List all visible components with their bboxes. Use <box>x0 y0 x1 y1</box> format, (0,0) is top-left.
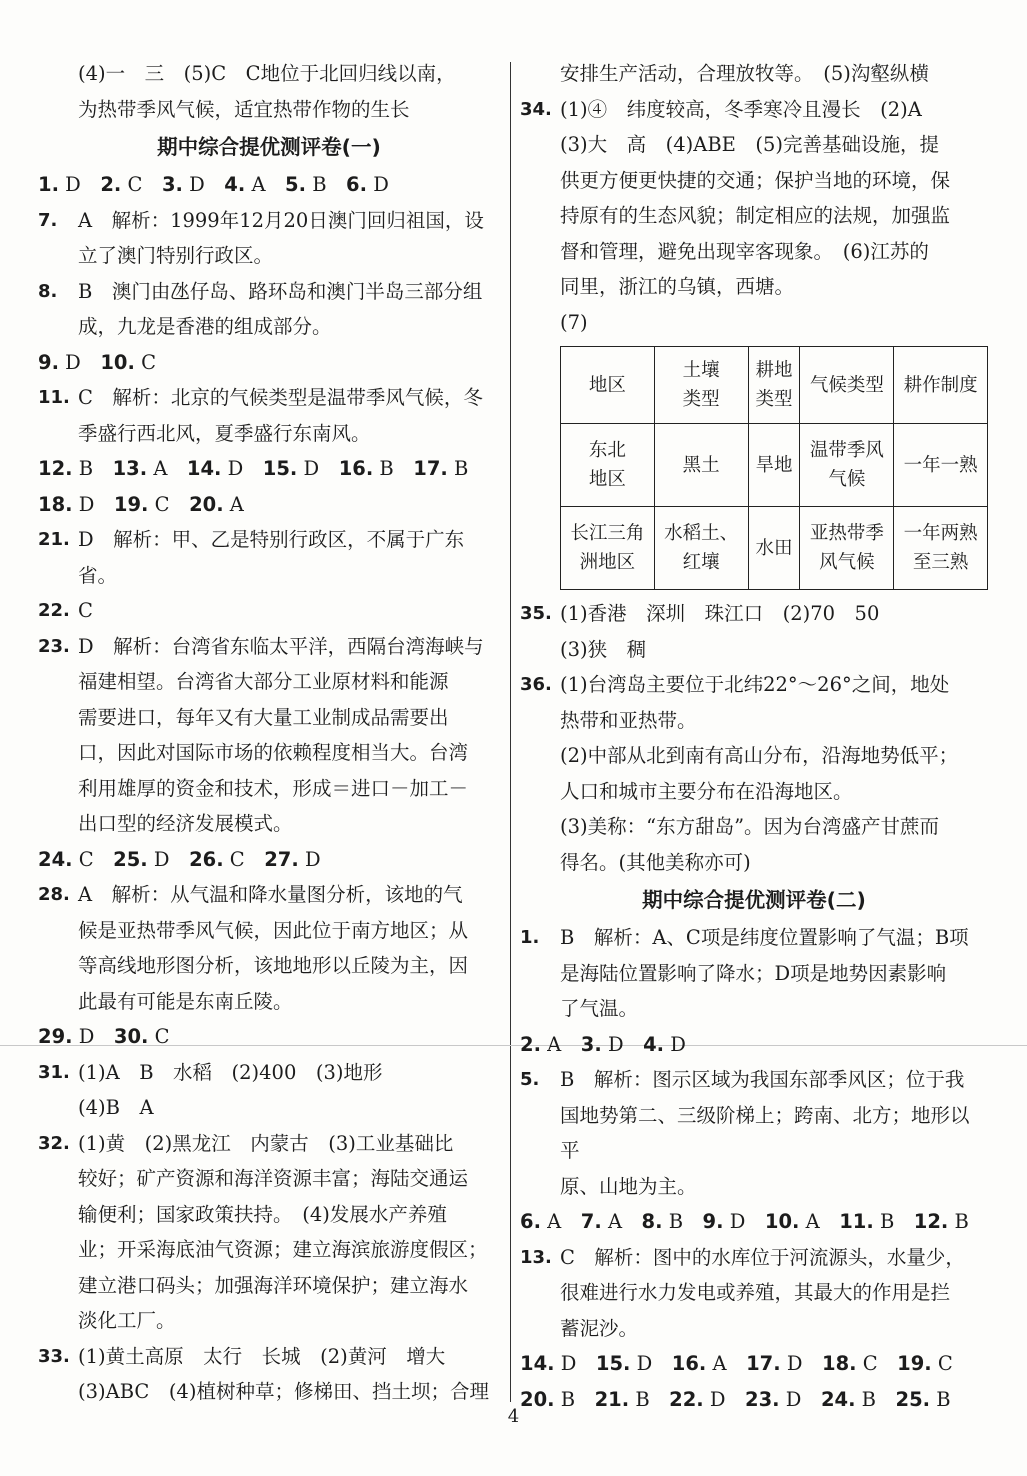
answer-line: (1)香港 深圳 珠江口 (2)70 50 <box>560 602 880 625</box>
table-cell: 一年两熟 至三熟 <box>894 507 988 590</box>
answer-choice: D <box>72 492 114 516</box>
right-column <box>520 56 988 1417</box>
question-number: 24. <box>820 1387 856 1411</box>
answer-choice: A <box>147 457 187 480</box>
answer-choice: B <box>662 1210 703 1233</box>
answer-line: 较好；矿产资源和海洋资源丰富；海陆交通运 <box>78 1167 469 1190</box>
answer-line: C 解析：图中的水库位于河流源头，水量少， <box>560 1245 965 1269</box>
question-number: 30. <box>113 1025 149 1048</box>
answer-row <box>38 487 500 523</box>
answer-item <box>38 1339 500 1410</box>
continued-line: 安排生产活动，合理放牧等。 (5)沟壑纵横 <box>560 62 929 85</box>
answer-line: C 解析：北京的气候类型是温带季风气候，冬 <box>78 386 483 409</box>
answer-choice: B <box>873 1210 914 1233</box>
answer-choice: B <box>948 1210 969 1233</box>
answer-line: (3)大 高 (4)ABE (5)完善基础设施，提 <box>560 133 940 156</box>
table-cell: 水田 <box>748 507 800 590</box>
answer-row <box>520 1204 988 1240</box>
table-cell: 东北 地区 <box>561 424 655 507</box>
table-cell: 亚热带季 风气候 <box>800 507 894 590</box>
answer-line: 得名。(其他美称亦可) <box>560 850 751 874</box>
table-header-cell: 地区 <box>561 347 655 424</box>
answer-row <box>38 1019 500 1055</box>
question-number: 14. <box>520 1352 555 1375</box>
question-number: 23. <box>38 635 70 657</box>
answer-item <box>520 920 988 1027</box>
question-number: 24. <box>38 847 73 871</box>
question-number: 10. <box>100 350 135 374</box>
question-number: 5. <box>285 173 307 196</box>
answer-line: (1)A B 水稻 (2)400 (3)地形 <box>78 1060 383 1084</box>
answer-choice: D <box>664 1032 686 1056</box>
question-number: 15. <box>595 1352 631 1375</box>
answer-line: 福建相望。台湾省大部分工业原材料和能源 <box>78 670 449 693</box>
answer-choice: D <box>723 1210 765 1233</box>
answer-line: D 解析：甲、乙是特别行政区，不属于广东省。 <box>78 528 465 587</box>
answer-line: 出口型的经济发展模式。 <box>78 812 293 835</box>
question-number: 19. <box>897 1352 932 1375</box>
answer-choice: D <box>298 847 321 871</box>
answer-choice: B <box>930 1387 951 1411</box>
question-number: 34. <box>520 98 552 120</box>
answer-choice: D <box>630 1352 672 1375</box>
question-number: 21. <box>594 1387 630 1411</box>
answer-choice: B <box>855 1387 896 1411</box>
answer-line: 需要进口，每年又有大量工业制成品需要出 <box>78 705 449 729</box>
answer-line: (1)黄 (2)黑龙江 内蒙古 (3)工业基础比 <box>78 1131 454 1155</box>
answer-line: 供更方便更快捷的交通；保护当地的环境，保 <box>560 168 951 192</box>
answer-item <box>38 1055 500 1126</box>
answer-choice: B <box>373 457 414 480</box>
answer-choice: D <box>554 1352 596 1375</box>
table-row <box>561 507 988 590</box>
question-number: 7. <box>38 209 58 231</box>
question-number: 2. <box>100 173 122 196</box>
question-number: 11. <box>38 387 70 408</box>
question-number: 10. <box>764 1210 800 1233</box>
answer-choice: D <box>221 457 263 480</box>
table-cell: 旱地 <box>748 424 800 507</box>
answer-row <box>38 345 500 381</box>
question-number: 1. <box>520 927 540 948</box>
answer-line: 输便利；国家政策扶持。 (4)发展水产养殖 <box>78 1202 447 1226</box>
answer-line: 此最有可能是东南丘陵。 <box>78 989 293 1013</box>
question-number: 12. <box>38 457 73 480</box>
answer-line: 同里，浙江的乌镇，西塘。 <box>560 275 795 298</box>
answer-choice: B <box>554 1387 595 1411</box>
answer-line: (3)狭 稠 <box>560 637 647 661</box>
question-number: 33. <box>38 1345 70 1367</box>
question-number: 13. <box>112 457 148 480</box>
answer-line: 立了澳门特别行政区。 <box>78 244 274 267</box>
answer-choice: A <box>223 492 244 516</box>
answer-choice: C <box>134 350 156 374</box>
table-header-row <box>561 347 988 424</box>
answer-choice: B <box>447 457 469 480</box>
answer-item <box>38 203 500 274</box>
question-number: 35. <box>520 603 552 624</box>
question-number: 4. <box>224 173 246 196</box>
agriculture-table <box>560 346 988 590</box>
answer-line: 等高线地形图分析，该地地形以丘陵为主，因 <box>78 954 469 977</box>
answer-item <box>520 1240 988 1347</box>
question-number: 27. <box>264 847 299 871</box>
answer-choice: C <box>72 847 114 871</box>
question-number: 29. <box>38 1025 73 1048</box>
question-number: 14. <box>186 457 222 480</box>
question-number: 1. <box>38 173 59 196</box>
question-number: 31. <box>38 1061 70 1083</box>
answer-choice: D <box>601 1032 644 1056</box>
answer-line: (3)美称：“东方甜岛”。因为台湾盛产甘蔗而 <box>560 815 940 838</box>
table-cell: 一年一熟 <box>894 424 988 507</box>
answer-line: (1)黄土高原 太行 长城 (2)黄河 增大 <box>78 1344 446 1368</box>
question-number: 16. <box>671 1352 707 1375</box>
answer-choice: B <box>629 1387 670 1411</box>
answer-line: 淡化工厂。 <box>78 1309 176 1332</box>
answer-choice: D <box>58 350 101 374</box>
answer-choice: C <box>121 173 162 196</box>
question-number: 5. <box>520 1069 540 1090</box>
table-row <box>561 424 988 507</box>
column-divider <box>510 62 511 1402</box>
answer-choice: D <box>780 1352 822 1375</box>
answer-line: A 解析：1999年12月20日澳门回归祖国，设 <box>78 208 484 232</box>
answer-row <box>520 1346 988 1382</box>
answer-line: 督和管理，避免出现宰客现象。 (6)江苏的 <box>560 239 929 263</box>
table-header-cell: 气候类型 <box>800 347 894 424</box>
answer-row <box>38 842 500 878</box>
question-number: 2. <box>520 1032 541 1056</box>
page-number: 4 <box>507 1406 520 1427</box>
answer-choice: C <box>148 1025 170 1048</box>
answer-choice: A <box>706 1352 747 1375</box>
answer-choice: D <box>367 173 389 196</box>
answer-choice: A <box>540 1210 581 1233</box>
intro-line: 为热带季风气候，适宜热带作物的生长 <box>78 97 410 121</box>
answer-row <box>38 167 500 203</box>
table-header-cell: 土壤 类型 <box>654 347 748 424</box>
answer-line: 候是亚热带季风气候，因此位于南方地区；从 <box>78 918 469 942</box>
table-header-cell: 耕作制度 <box>894 347 988 424</box>
question-number: 21. <box>38 529 70 550</box>
question-number: 28. <box>38 884 70 905</box>
question-number: 7. <box>580 1210 602 1233</box>
answer-line: 成，九龙是香港的组成部分。 <box>78 315 332 338</box>
question-number: 22. <box>669 1387 704 1411</box>
answer-item <box>520 596 988 667</box>
question-number: 22. <box>38 600 70 621</box>
answer-item <box>38 522 500 593</box>
answer-row <box>38 451 500 487</box>
answer-choice: A <box>245 173 286 196</box>
question-number: 17. <box>413 457 448 480</box>
answer-line: 了气温。 <box>560 997 639 1020</box>
answer-choice: D <box>703 1387 746 1411</box>
question-number: 4. <box>643 1032 665 1056</box>
answer-item <box>520 667 988 880</box>
answer-item <box>520 1062 988 1204</box>
answer-line: (7) <box>560 310 588 334</box>
question-number: 20. <box>189 492 224 516</box>
question-number: 3. <box>580 1032 602 1056</box>
answer-choice: A <box>799 1210 840 1233</box>
table-header-cell: 耕地 类型 <box>748 347 800 424</box>
question-number: 6. <box>346 173 368 196</box>
question-number: 36. <box>520 674 552 695</box>
answer-line: (2)中部从北到南有高山分布，沿海地势低平； <box>560 744 959 767</box>
answer-item <box>38 877 500 1019</box>
question-number: 12. <box>913 1210 949 1233</box>
answer-line: 持原有的生态风貌；制定相应的法规，加强监 <box>560 204 951 227</box>
answer-choice: C <box>148 492 190 516</box>
question-number: 25. <box>895 1387 931 1411</box>
answer-choice: D <box>72 1025 114 1048</box>
section-heading-1: 期中综合提优测评卷(一) <box>157 135 381 159</box>
question-number: 18. <box>822 1352 857 1375</box>
answer-choice: C <box>223 847 265 871</box>
answer-line: 蓄泥沙。 <box>560 1316 639 1340</box>
question-number: 16. <box>338 457 374 480</box>
answer-row <box>520 1027 988 1063</box>
answer-choice: B <box>72 457 113 480</box>
answer-line: 热带和亚热带。 <box>560 708 697 732</box>
answer-line: B 澳门由氹仔岛、路环岛和澳门半岛三部分组 <box>78 279 483 303</box>
question-number: 20. <box>520 1387 555 1411</box>
question-number: 26. <box>189 847 224 871</box>
answer-line: 是海陆位置影响了降水；D项是地势因素影响 <box>560 961 947 985</box>
question-number: 13. <box>520 1246 552 1268</box>
answer-choice: C <box>856 1352 898 1375</box>
question-number: 3. <box>161 173 183 196</box>
left-column <box>38 56 500 1410</box>
question-number: 19. <box>113 492 149 516</box>
answer-line: A 解析：从气温和降水量图分析，该地的气 <box>78 883 463 906</box>
answer-line: 人口和城市主要分布在沿海地区。 <box>560 779 853 803</box>
question-number: 6. <box>520 1210 541 1233</box>
answer-line: 利用雄厚的资金和技术，形成＝进口－加工－ <box>78 776 469 800</box>
intro-line: (4)一 三 (5)C C地位于北回归线以南， <box>78 62 456 85</box>
answer-line: 国地势第二、三级阶梯上；跨南、北方；地形以平 <box>560 1103 970 1162</box>
question-number: 25. <box>113 847 148 871</box>
table-cell: 温带季风 气候 <box>800 424 894 507</box>
answer-line: C <box>78 599 93 622</box>
answer-line: 建立港口码头；加强海洋环境保护；建立海水 <box>78 1273 469 1297</box>
table-cell: 长江三角 洲地区 <box>561 507 655 590</box>
answer-line: B 解析：A、C项是纬度位置影响了气温；B项 <box>560 926 969 949</box>
answer-line: 业；开采海底油气资源；建立海滨旅游度假区； <box>78 1238 488 1261</box>
answer-line: 很难进行水力发电或养殖，其最大的作用是拦 <box>560 1281 951 1304</box>
answer-line: B 解析：图示区域为我国东部季风区；位于我 <box>560 1068 965 1091</box>
section-heading-2: 期中综合提优测评卷(二) <box>642 888 866 912</box>
answer-item <box>520 92 988 341</box>
question-number: 23. <box>745 1387 780 1411</box>
answer-item <box>38 593 500 629</box>
answer-item <box>38 274 500 345</box>
table-cell: 黑土 <box>654 424 748 507</box>
answer-choice: D <box>58 173 101 196</box>
answer-item <box>38 380 500 451</box>
question-number: 9. <box>38 350 59 374</box>
question-number: 9. <box>702 1210 724 1233</box>
answer-line: D 解析：台湾省东临太平洋，西隔台湾海峡与 <box>78 634 484 658</box>
answer-choice: D <box>779 1387 821 1411</box>
answer-choice: B <box>306 173 347 196</box>
answer-line: 季盛行西北风，夏季盛行东南风。 <box>78 421 371 445</box>
answer-line: (3)ABC (4)植树种草；修梯田、挡土坝；合理 <box>78 1380 489 1403</box>
question-number: 17. <box>746 1352 781 1375</box>
answer-item <box>38 629 500 842</box>
question-number: 11. <box>839 1210 874 1233</box>
answer-line: 原、山地为主。 <box>560 1174 697 1198</box>
answer-choice: D <box>147 847 190 871</box>
question-number: 32. <box>38 1132 70 1154</box>
answer-line: (1)④ 纬度较高，冬季寒冷且漫长 (2)A <box>560 97 922 121</box>
answer-choice: C <box>931 1352 953 1375</box>
answer-choice: D <box>297 457 339 480</box>
question-number: 15. <box>262 457 298 480</box>
answer-item <box>38 1126 500 1339</box>
answer-line: 口，因此对国际市场的依赖程度相当大。台湾 <box>78 741 469 764</box>
answer-line: (1)台湾岛主要位于北纬22°～26°之间，地处 <box>560 673 950 696</box>
question-number: 18. <box>38 492 73 516</box>
question-number: 8. <box>641 1210 663 1233</box>
answer-line: (4)B A <box>78 1096 154 1119</box>
answer-choice: D <box>182 173 225 196</box>
answer-choice: A <box>540 1032 581 1056</box>
answer-choice: A <box>601 1210 642 1233</box>
question-number: 8. <box>38 280 58 302</box>
table-cell: 水稻土、 红壤 <box>654 507 748 590</box>
